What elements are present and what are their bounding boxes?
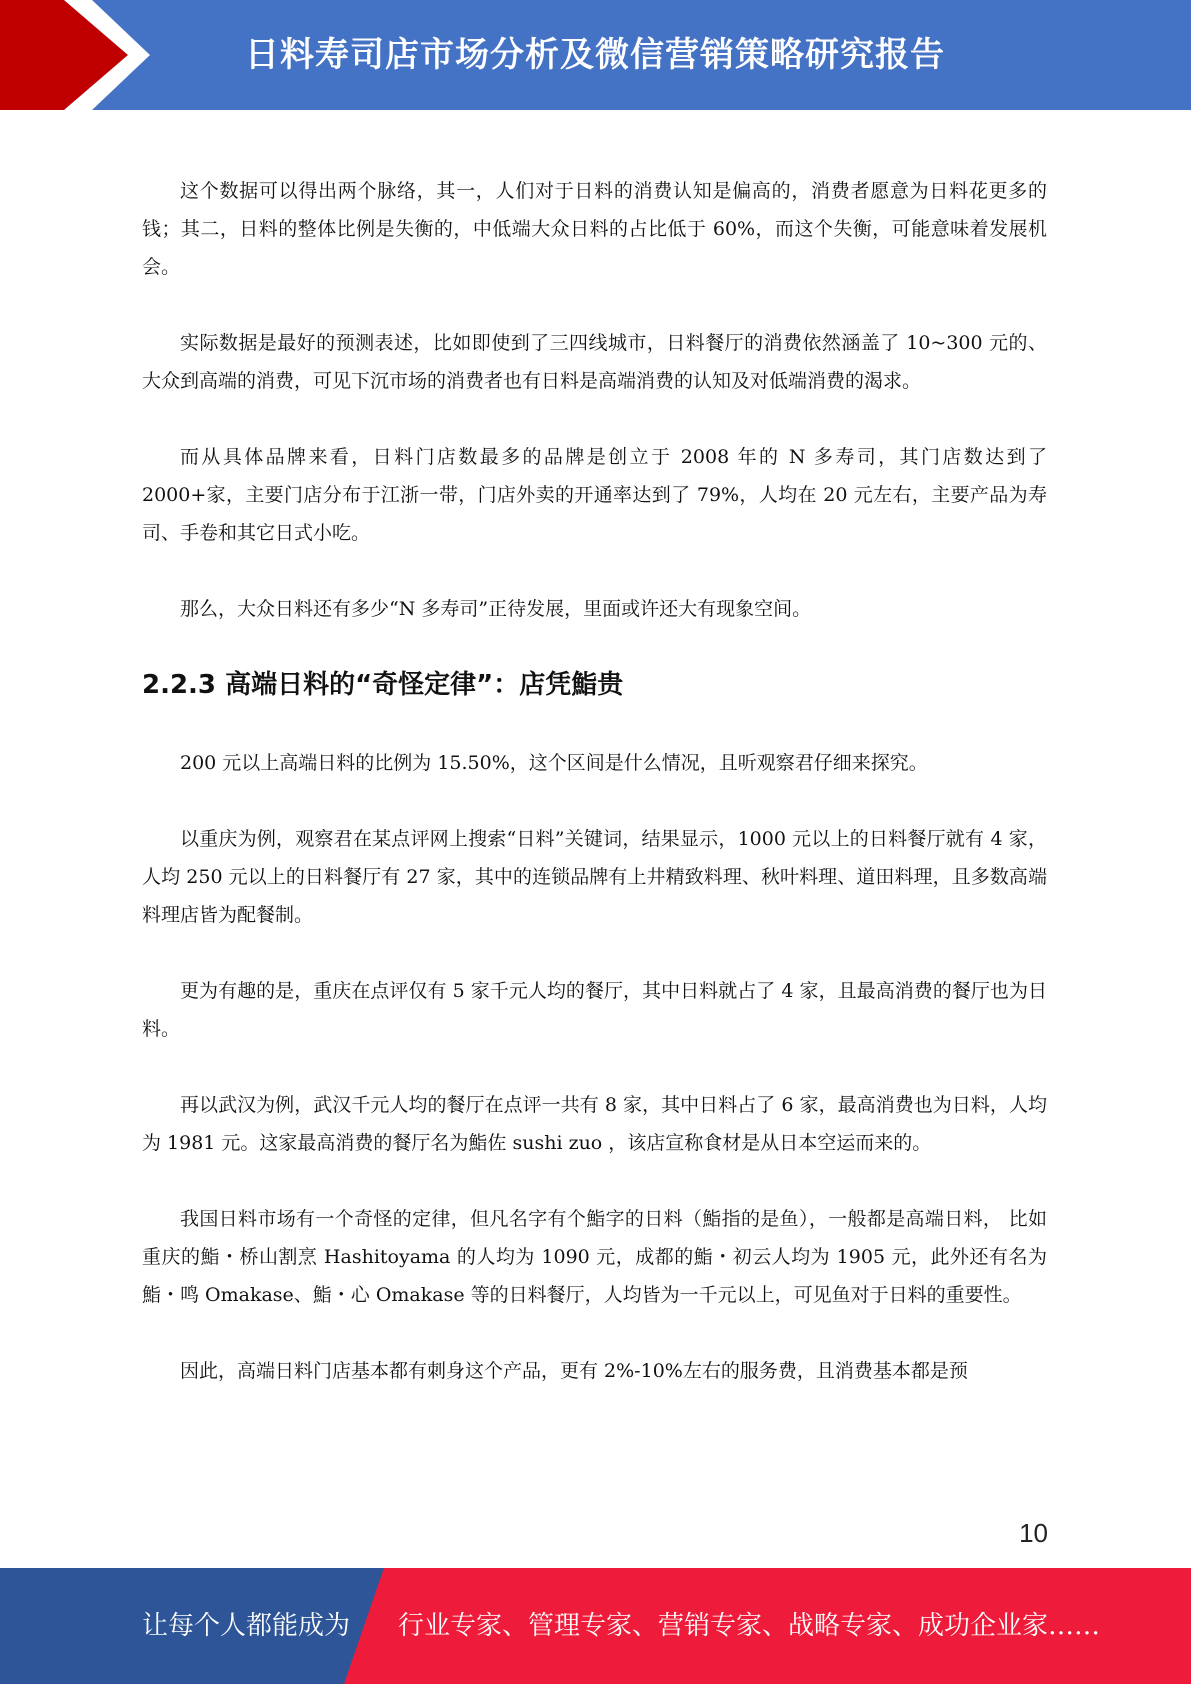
paragraph: 因此，高端日料门店基本都有刺身这个产品，更有 2%-10%左右的服务费，且消费基本都是预 xyxy=(180,1360,968,1382)
paragraph: 200 元以上高端日料的比例为 15.50%，这个区间是什么情况，且听观察君仔细来探究。 xyxy=(180,752,928,774)
paragraph: 那么，大众日料还有多少“N 多寿司”正待发展，里面或许还大有现象空间。 xyxy=(180,598,812,620)
paragraph: 再以武汉为例，武汉千元人均的餐厅在点评一共有 8 家，其中日料占了 6 家，最高消费也为日料，人均为 1981 元。这家最高消费的餐厅名为鮨佐 sushi zuo ，该店宣称食材是从日本空运而来的。 xyxy=(142,1094,1047,1154)
paragraph: 我国日料市场有一个奇怪的定律，但凡名字有个鮨字的日料（鮨指的是鱼），一般都是高端日料， 比如重庆的鮨・桥山割烹 Hashitoyama 的人均为 1090 元，成都的鮨・初云人均为 1905 元，此外还有名为鮨・鸣 Omakase、鮨・心 Omakase 等的日料餐厅，人均皆为一千元以上，可见鱼对于日料的重要性。 xyxy=(142,1208,1047,1306)
page-number: 10 xyxy=(1019,1518,1048,1548)
paragraph: 而从具体品牌来看，日料门店数最多的品牌是创立于 2008 年的 N 多寿司，其门店数达到了 2000+家，主要门店分布于江浙一带，门店外卖的开通率达到了 79%，人均在 20 元左右，主要产品为寿司、手卷和其它日式小吃。 xyxy=(142,446,1047,544)
document-body xyxy=(142,172,1047,1428)
paragraph: 以重庆为例，观察君在某点评网上搜索“日料”关键词，结果显示，1000 元以上的日料餐厅就有 4 家，人均 250 元以上的日料餐厅有 27 家，其中的连锁品牌有上井精致料理、秋叶料理、道田料理，且多数高端料理店皆为配餐制。 xyxy=(142,828,1047,926)
document-title: 日料寿司店市场分析及微信营销策略研究报告 xyxy=(245,35,945,75)
paragraph: 这个数据可以得出两个脉络，其一，人们对于日料的消费认知是偏高的，消费者愿意为日料花更多的钱；其二，日料的整体比例是失衡的，中低端大众日料的占比低于 60%，而这个失衡，可能意味着发展机会。 xyxy=(142,180,1047,278)
page-footer xyxy=(0,1568,1191,1684)
paragraph: 实际数据是最好的预测表述，比如即使到了三四线城市，日料餐厅的消费依然涵盖了 10~300 元的、大众到高端的消费，可见下沉市场的消费者也有日料是高端消费的认知及对低端消费的渴求。 xyxy=(142,332,1047,392)
page-header xyxy=(0,0,1191,110)
footer-slogan-left: 让每个人都能成为 xyxy=(142,1611,351,1641)
footer-slogan-right: 行业专家、管理专家、营销专家、战略专家、成功企业家…… xyxy=(398,1611,1101,1641)
paragraph: 更为有趣的是，重庆在点评仅有 5 家千元人均的餐厅，其中日料就占了 4 家，且最高消费的餐厅也为日料。 xyxy=(142,980,1047,1040)
section-heading: 2.2.3 高端日料的“奇怪定律”：店凭鮨贵 xyxy=(142,670,624,700)
